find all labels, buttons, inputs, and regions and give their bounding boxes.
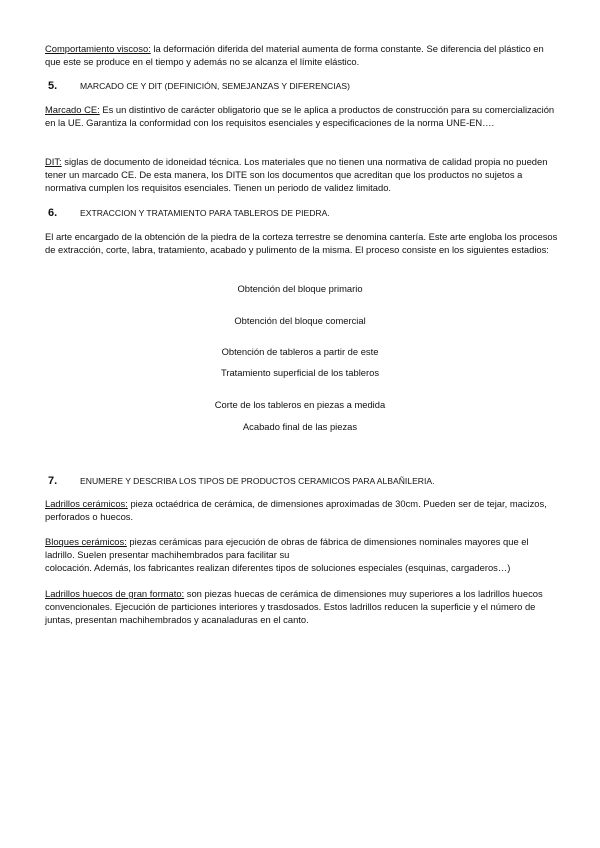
section-7-heading (48, 475, 435, 487)
section-7-number: 7. (48, 475, 58, 487)
term-ladrillos-huecos: Ladrillos huecos de gran formato: (45, 588, 185, 599)
stage-item: Obtención de tableros a partir de este (221, 346, 379, 357)
paragraph-comportamiento-viscoso (45, 42, 560, 68)
paragraph-canteria (45, 230, 560, 256)
text-canteria: El arte encargado de la obtención de la piedra de la corteza terrestre se denomina cantería. Este arte engloba los procesos de extracción, corte, labra, tratamiento, acabado y pulimento de la misma. El proceso consiste en los siguientes estadios: (45, 231, 558, 255)
paragraph-ladrillos-huecos (45, 587, 560, 626)
text-comportamiento-viscoso: la deformación diferida del material aumenta de forma constante. Se diferencia del plástico en que este se produce en el tiempo y además no se alcanza el límite elástico. (45, 43, 544, 67)
section-6-title: EXTRACCION Y TRATAMIENTO PARA TABLEROS DE PIEDRA. (80, 208, 330, 218)
term-ladrillos-ceramicos: Ladrillos cerámicos: (45, 498, 128, 509)
text-bloques-ceramicos-continued: colocación. Además, los fabricantes realizan diferentes tipos de soluciones especiales (esquinas, cargaderos…) (45, 562, 511, 573)
section-5-title: MARCADO CE Y DIT (DEFINICIÓN, SEMEJANZAS Y DIFERENCIAS) (80, 81, 350, 91)
term-marcado-ce: Marcado CE: (45, 104, 100, 115)
stage-item: Tratamiento superficial de los tableros (220, 367, 380, 378)
text-dit: siglas de documento de idoneidad técnica. Los materiales que no tienen una normativa de calidad propia no pueden tener un marcado CE. De esta manera, los DITE son los documentos que acreditan que los productos no sujetos a normativa cumplen los requisitos esenciales. Tienen un periodo de validez limitado. (45, 156, 548, 193)
text-marcado-ce: Es un distintivo de carácter obligatorio que se le aplica a productos de construcción para su comercialización en la UE. Garantiza la conformidad con los requisitos esenciales y especificaciones de la norma UNE-EN…. (45, 104, 555, 128)
stage-item: Acabado final de las piezas (242, 421, 358, 432)
term-dit: DIT: (45, 156, 62, 167)
stage-item: Obtención del bloque comercial (234, 315, 366, 326)
paragraph-dit (45, 155, 560, 194)
paragraph-marcado-ce (45, 103, 560, 129)
section-7-title: ENUMERE Y DESCRIBA LOS TIPOS DE PRODUCTOS CERAMICOS PARA ALBAÑILERIA. (80, 476, 435, 486)
paragraph-bloques-ceramicos (45, 535, 560, 574)
section-6-heading (48, 207, 330, 219)
term-comportamiento-viscoso: Comportamiento viscoso: (45, 43, 151, 54)
text-bloques-ceramicos: piezas cerámicas para ejecución de obras de fábrica de dimensiones nominales mayores que el ladrillo. Suelen presentar machihembrados para facilitar su (45, 536, 529, 560)
stage-item: Obtención del bloque primario (237, 283, 363, 294)
text-ladrillos-ceramicos: pieza octaédrica de cerámica, de dimensiones aproximadas de 30cm. Pueden ser de tejar, macizos, perforados o huecos. (45, 498, 547, 522)
section-6-number: 6. (48, 207, 58, 219)
paragraph-ladrillos-ceramicos (45, 497, 560, 523)
stage-item: Corte de los tableros en piezas a medida (214, 399, 386, 410)
section-5-number: 5. (48, 80, 58, 92)
term-bloques-ceramicos: Bloques cerámicos: (45, 536, 127, 547)
section-5-heading (48, 80, 350, 92)
text-ladrillos-huecos: son piezas huecas de cerámica de dimensiones muy superiores a los ladrillos huecos convencionales. Ejecución de particiones interiores y trasdosados. Estos ladrillos reducen la superficie y el número de juntas, presentan machihembrados y acanaladuras en el canto. (45, 588, 543, 625)
